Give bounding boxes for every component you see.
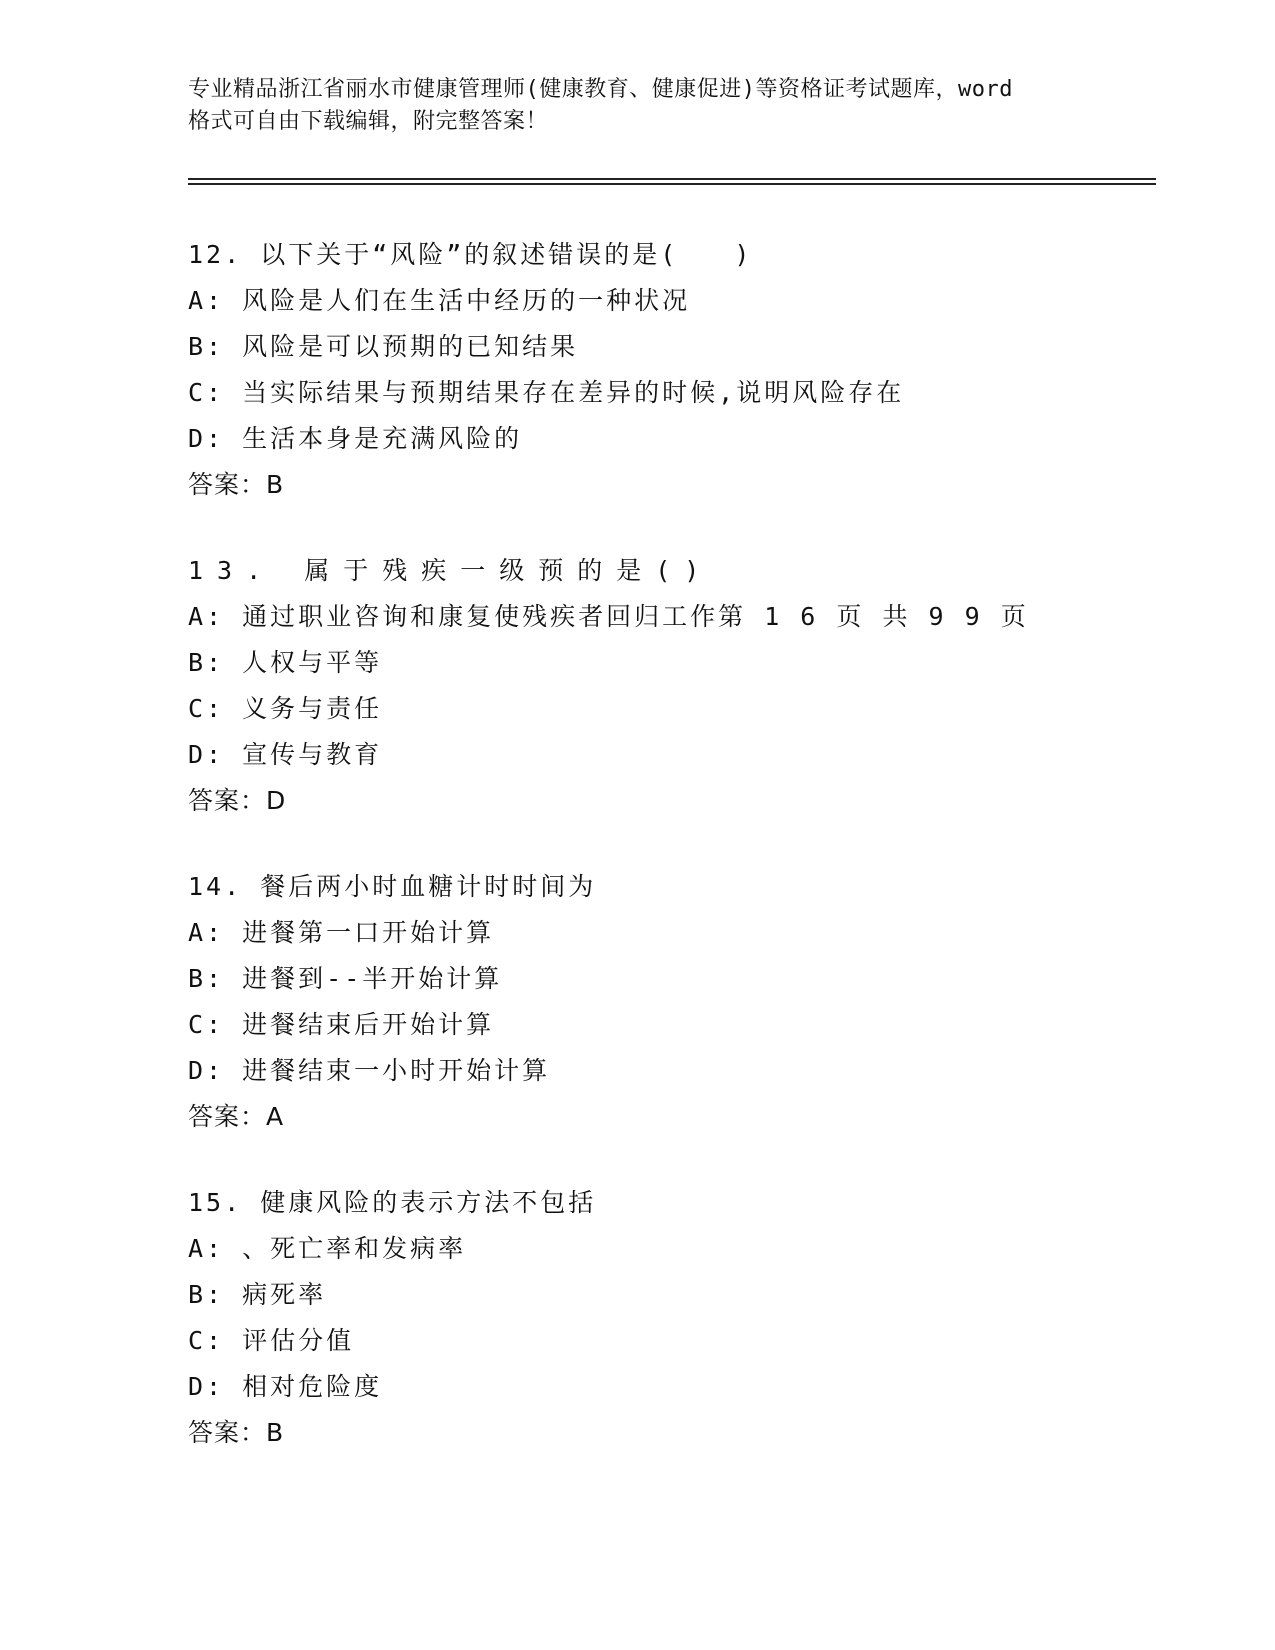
question-stem: 14. 餐后两小时血糖计时时间为 [188, 872, 597, 901]
option-a: A: 通过职业咨询和康复使残疾者回归工作第 1 6 页 共 9 9 页 [188, 602, 1029, 631]
header-divider-bottom [188, 183, 1156, 185]
header-line-2: 格式可自由下载编辑，附完整答案！ [188, 109, 549, 134]
question-12 [188, 232, 1148, 508]
answer-label: 答案：D [188, 786, 287, 815]
option-c: C: 当实际结果与预期结果存在差异的时候,说明风险存在 [188, 378, 905, 407]
header-divider-top [188, 178, 1156, 180]
question-list [188, 232, 1148, 1496]
question-14 [188, 864, 1148, 1140]
answer-label: 答案：A [188, 1102, 285, 1131]
option-d: D: 相对危险度 [188, 1372, 383, 1401]
answer-label: 答案：B [188, 1418, 285, 1447]
option-c: C: 进餐结束后开始计算 [188, 1010, 495, 1039]
question-stem: 13. 属于残疾一级预的是() [188, 556, 714, 585]
option-c: C: 义务与责任 [188, 694, 383, 723]
option-b: B: 风险是可以预期的已知结果 [188, 332, 579, 361]
question-13 [188, 548, 1148, 824]
option-a: A: 风险是人们在生活中经历的一种状况 [188, 286, 691, 315]
option-b: B: 进餐到--半开始计算 [188, 964, 503, 993]
option-b: B: 人权与平等 [188, 648, 383, 677]
option-d: D: 生活本身是充满风险的 [188, 424, 523, 453]
option-d: D: 宣传与教育 [188, 740, 383, 769]
option-a: A: 进餐第一口开始计算 [188, 918, 495, 947]
option-c: C: 评估分值 [188, 1326, 355, 1355]
option-a: A: 、死亡率和发病率 [188, 1234, 467, 1263]
question-15 [188, 1180, 1148, 1456]
option-d: D: 进餐结束一小时开始计算 [188, 1056, 551, 1085]
header-line-1: 专业精品浙江省丽水市健康管理师(健康教育、健康促进)等资格证考试题库，word [188, 77, 1013, 102]
answer-label: 答案：B [188, 470, 285, 499]
option-b: B: 病死率 [188, 1280, 327, 1309]
question-stem: 12. 以下关于“风险”的叙述错误的是( ) [188, 240, 753, 269]
question-stem: 15. 健康风险的表示方法不包括 [188, 1188, 597, 1217]
document-header [188, 74, 1088, 138]
